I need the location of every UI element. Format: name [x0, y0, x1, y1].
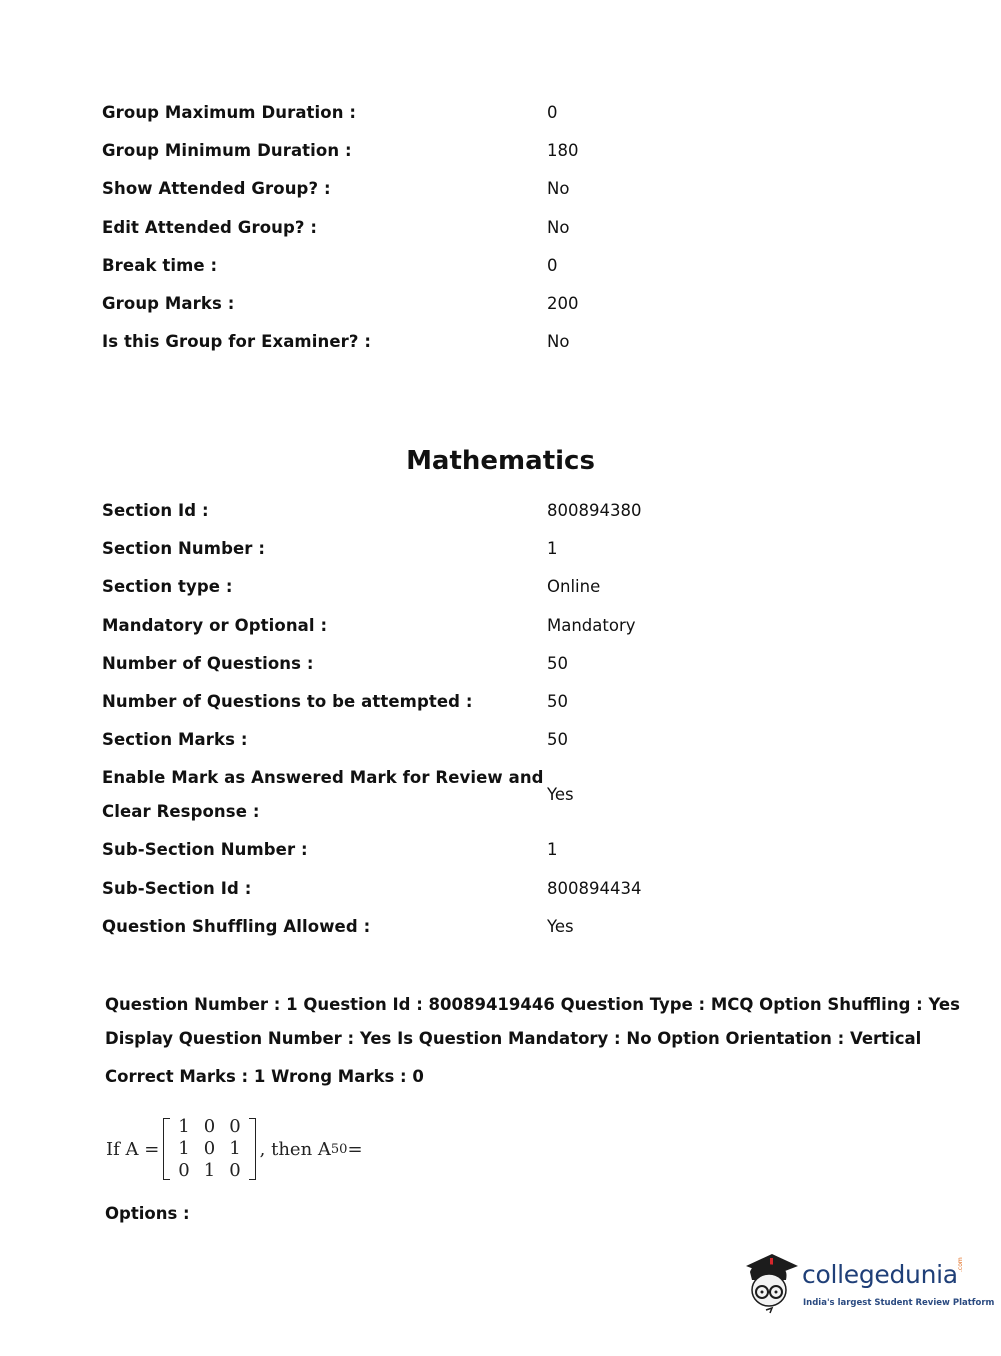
section-number-row — [102, 530, 862, 568]
section-id-row — [102, 492, 862, 530]
question-formula — [106, 1114, 363, 1184]
section-title: Mathematics — [406, 446, 595, 476]
mandatory-optional-row — [102, 607, 862, 645]
matrix-cell: 1 — [178, 1116, 190, 1137]
field-label: Is this Group for Examiner? : — [102, 332, 372, 352]
matrix-cell: 0 — [203, 1138, 216, 1159]
logo-tagline: India's largest Student Review Platform — [803, 1298, 995, 1308]
matrix-cell: 1 — [203, 1160, 216, 1181]
options-label: Options : — [105, 1204, 190, 1223]
question-meta-line: Display Question Number : Yes Is Question Mandatory : No Option Orientation : Vertical — [105, 1029, 922, 1048]
break-time-row — [102, 247, 862, 285]
section-marks-row — [102, 721, 862, 759]
field-value: 50 — [547, 730, 568, 750]
questions-to-attempt-row — [102, 683, 862, 721]
field-label: Mandatory or Optional : — [102, 615, 328, 635]
section-type-row — [102, 568, 862, 606]
field-value: Mandatory — [547, 615, 636, 635]
field-value: 180 — [547, 141, 579, 161]
field-value: 1 — [547, 539, 558, 559]
matrix-cell: 0 — [229, 1160, 241, 1181]
field-label: Section type : — [102, 577, 233, 597]
field-value: No — [547, 332, 570, 352]
field-label: Group Maximum Duration : — [102, 103, 357, 123]
formula-suffix: , then A — [259, 1138, 331, 1160]
sub-section-number-row — [102, 831, 862, 869]
field-value: 0 — [547, 103, 558, 123]
field-value: No — [547, 179, 570, 199]
field-label-line: Clear Response : — [102, 802, 260, 822]
field-value: 200 — [547, 294, 579, 314]
matrix-cell: 0 — [178, 1160, 190, 1181]
field-value: 1 — [547, 840, 558, 860]
question-shuffling-row — [102, 908, 862, 946]
field-value: Yes — [547, 785, 574, 805]
field-label: Sub-Section Id : — [102, 878, 252, 898]
field-label — [102, 761, 547, 829]
field-label: Section Number : — [102, 539, 266, 559]
field-label: Group Minimum Duration : — [102, 141, 352, 161]
field-label: Section Id : — [102, 501, 209, 521]
matrix-cell: 0 — [229, 1116, 241, 1137]
field-value: Yes — [547, 916, 574, 936]
question-meta — [105, 988, 960, 1094]
number-of-questions-row — [102, 645, 862, 683]
field-value: 50 — [547, 692, 568, 712]
group-for-examiner-row — [102, 323, 862, 361]
section-info-table — [102, 492, 862, 946]
matrix-cell: 0 — [203, 1116, 216, 1137]
collegedunia-logo — [742, 1250, 995, 1320]
field-value: No — [547, 217, 570, 237]
field-label: Section Marks : — [102, 730, 248, 750]
field-label: Number of Questions to be attempted : — [102, 692, 473, 712]
field-value: 50 — [547, 653, 568, 673]
edit-attended-group-row — [102, 209, 862, 247]
student-mascot-icon — [742, 1250, 800, 1314]
matrix-cell: 1 — [229, 1138, 241, 1159]
field-label-line: Enable Mark as Answered Mark for Review and — [102, 768, 544, 788]
field-value: 800894434 — [547, 878, 642, 898]
formula-prefix: If A = — [106, 1138, 160, 1160]
sub-section-id-row — [102, 870, 862, 908]
group-min-duration-row — [102, 132, 862, 170]
formula-exponent: 50 — [330, 1141, 348, 1157]
field-label: Question Shuffling Allowed : — [102, 916, 371, 936]
question-meta-line: Question Number : 1 Question Id : 80089419446 Question Type : MCQ Option Shuffling : Yes — [105, 995, 960, 1014]
group-max-duration-row — [102, 94, 862, 132]
mark-for-review-row — [102, 759, 862, 831]
group-marks-row — [102, 285, 862, 323]
field-label: Show Attended Group? : — [102, 179, 331, 199]
matrix-cell: 1 — [178, 1138, 190, 1159]
field-value: 800894380 — [547, 501, 642, 521]
logo-name: collegedunia — [802, 1260, 958, 1289]
field-value: Online — [547, 577, 601, 597]
field-label: Group Marks : — [102, 294, 235, 314]
matrix — [163, 1116, 255, 1182]
field-label: Break time : — [102, 255, 218, 275]
field-value: 0 — [547, 255, 558, 275]
field-label: Number of Questions : — [102, 653, 314, 673]
formula-end: = — [347, 1138, 363, 1160]
logo-com: .com — [957, 1257, 964, 1272]
field-label: Sub-Section Number : — [102, 840, 308, 860]
question-marks-line: Correct Marks : 1 Wrong Marks : 0 — [105, 1067, 424, 1086]
field-label: Edit Attended Group? : — [102, 217, 318, 237]
show-attended-group-row — [102, 170, 862, 208]
group-info-table — [102, 94, 862, 361]
